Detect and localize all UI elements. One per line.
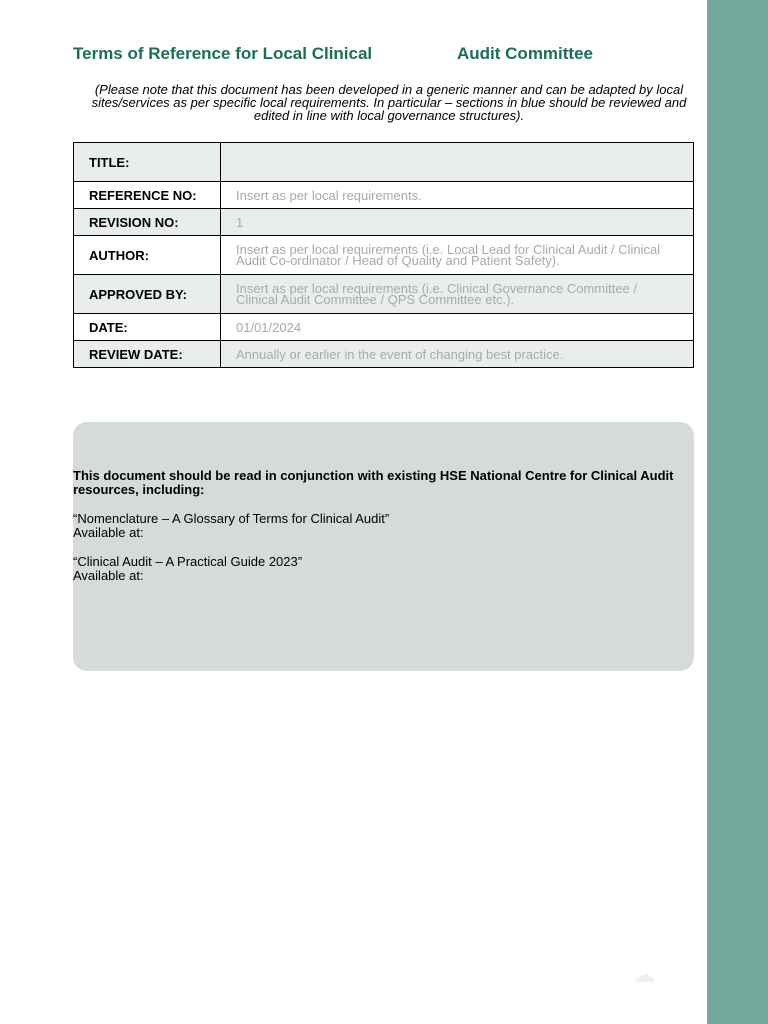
title-label: TITLE: xyxy=(74,143,221,182)
revision-no-value: 1 xyxy=(221,209,694,236)
page-title xyxy=(73,44,693,66)
author-value: Insert as per local requirements (i.e. Local Lead for Clinical Audit / Clinical Audit Co-ordinator / Head of Quality and Patient Safety). xyxy=(221,236,694,275)
revision-no-label: REVISION NO: xyxy=(74,209,221,236)
resources-info-box xyxy=(73,422,694,671)
reference-no-value: Insert as per local requirements. xyxy=(221,182,694,209)
document-control-table xyxy=(73,142,694,368)
table-row xyxy=(74,341,694,368)
table-row xyxy=(74,209,694,236)
table-row xyxy=(74,314,694,341)
table-row xyxy=(74,143,694,182)
resource-guide-available: Available at: xyxy=(73,568,144,583)
page-title-part1: Terms of Reference for Local Clinical xyxy=(73,44,373,63)
approved-by-label: APPROVED BY: xyxy=(74,275,221,314)
resource-guide-title: “Clinical Audit – A Practical Guide 2023” xyxy=(73,554,303,569)
resource-glossary-title: “Nomenclature – A Glossary of Terms for Clinical Audit” xyxy=(73,511,390,526)
author-label: AUTHOR: xyxy=(74,236,221,275)
page-title-part2: Audit Committee xyxy=(457,44,593,63)
reference-no-label: REFERENCE NO: xyxy=(74,182,221,209)
side-color-bar xyxy=(707,0,768,1024)
table-row xyxy=(74,275,694,314)
date-label: DATE: xyxy=(74,314,221,341)
date-value: 01/01/2024 xyxy=(221,314,694,341)
approved-by-value: Insert as per local requirements (i.e. Clinical Governance Committee / Clinical Audit Committee / QPS Committee etc.). xyxy=(221,275,694,314)
review-date-label: REVIEW DATE: xyxy=(74,341,221,368)
review-date-value: Annually or earlier in the event of changing best practice. xyxy=(221,341,694,368)
table-row xyxy=(74,236,694,275)
faint-watermark-icon: ☁ xyxy=(633,962,655,987)
resources-lead-text: This document should be read in conjunction with existing HSE National Centre for Clinical Audit resources, including: xyxy=(73,468,674,497)
resource-glossary-available: Available at: xyxy=(73,525,144,540)
table-row xyxy=(74,182,694,209)
adaptation-note: (Please note that this document has been developed in a generic manner and can be adapted by local sites/services as per specific local requirements. In particular – sections in blue should be reviewed and edited in line with local governance structures). xyxy=(91,82,687,123)
title-value xyxy=(221,143,694,182)
